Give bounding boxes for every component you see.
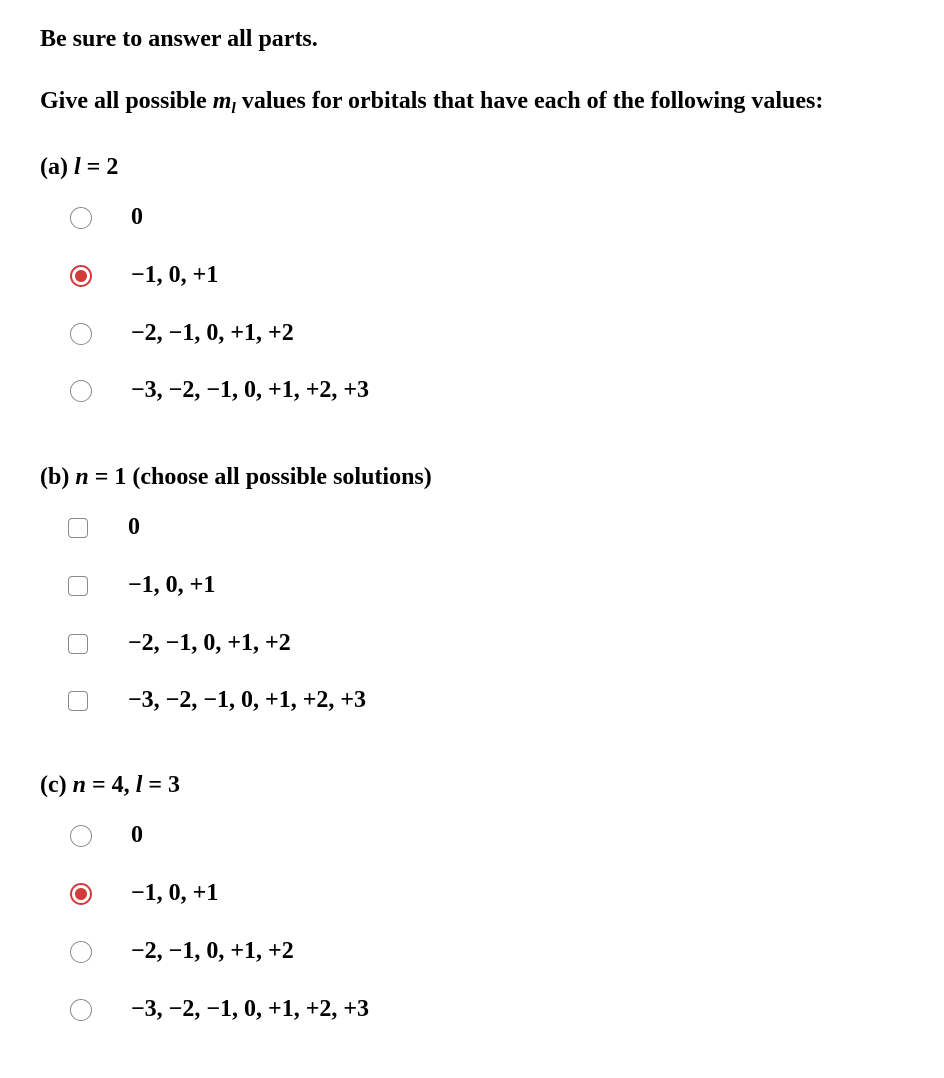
option-label: −3, −2, −1, 0, +1, +2, +3 xyxy=(128,687,367,713)
radio-button-selected[interactable] xyxy=(70,883,92,905)
part-a-option-4[interactable] xyxy=(0,371,600,411)
part-a-option-1[interactable] xyxy=(0,198,600,238)
part-c-heading: (c) n = 4, l = 3 xyxy=(40,772,181,798)
option-label: −1, 0, +1 xyxy=(131,262,219,288)
option-label: −2, −1, 0, +1, +2 xyxy=(128,630,291,656)
radio-button[interactable] xyxy=(70,207,92,229)
checkbox[interactable] xyxy=(68,691,88,711)
part-c-option-1[interactable] xyxy=(0,816,600,856)
part-c-option-4[interactable] xyxy=(0,990,600,1030)
part-b-option-4[interactable] xyxy=(0,681,600,721)
option-label: −2, −1, 0, +1, +2 xyxy=(131,938,294,964)
option-label: −1, 0, +1 xyxy=(131,880,219,906)
instruction-header: Be sure to answer all parts. xyxy=(40,26,318,52)
part-c-option-2[interactable] xyxy=(0,874,600,914)
radio-button[interactable] xyxy=(70,380,92,402)
radio-button[interactable] xyxy=(70,323,92,345)
radio-button-selected[interactable] xyxy=(70,265,92,287)
checkbox[interactable] xyxy=(68,634,88,654)
part-a-heading: (a) l = 2 xyxy=(40,154,119,180)
radio-button[interactable] xyxy=(70,825,92,847)
part-b-option-2[interactable] xyxy=(0,566,600,606)
question-prompt: Give all possible $m_l$ values for orbitals that have each of the following values: xyxy=(40,88,824,117)
option-label: 0 xyxy=(131,204,143,230)
option-label: −3, −2, −1, 0, +1, +2, +3 xyxy=(131,377,370,403)
radio-button[interactable] xyxy=(70,941,92,963)
checkbox[interactable] xyxy=(68,518,88,538)
option-label: 0 xyxy=(131,822,143,848)
part-b-heading: (b) n = 1 (choose all possible solutions) xyxy=(40,464,432,490)
option-label: −2, −1, 0, +1, +2 xyxy=(131,320,294,346)
part-c-option-3[interactable] xyxy=(0,932,600,972)
part-b-option-3[interactable] xyxy=(0,624,600,664)
part-b-option-1[interactable] xyxy=(0,508,600,548)
option-label: 0 xyxy=(128,514,140,540)
part-a-option-2[interactable] xyxy=(0,256,600,296)
option-label: −3, −2, −1, 0, +1, +2, +3 xyxy=(131,996,370,1022)
part-a-option-3[interactable] xyxy=(0,314,600,354)
option-label: −1, 0, +1 xyxy=(128,572,216,598)
checkbox[interactable] xyxy=(68,576,88,596)
radio-button[interactable] xyxy=(70,999,92,1021)
